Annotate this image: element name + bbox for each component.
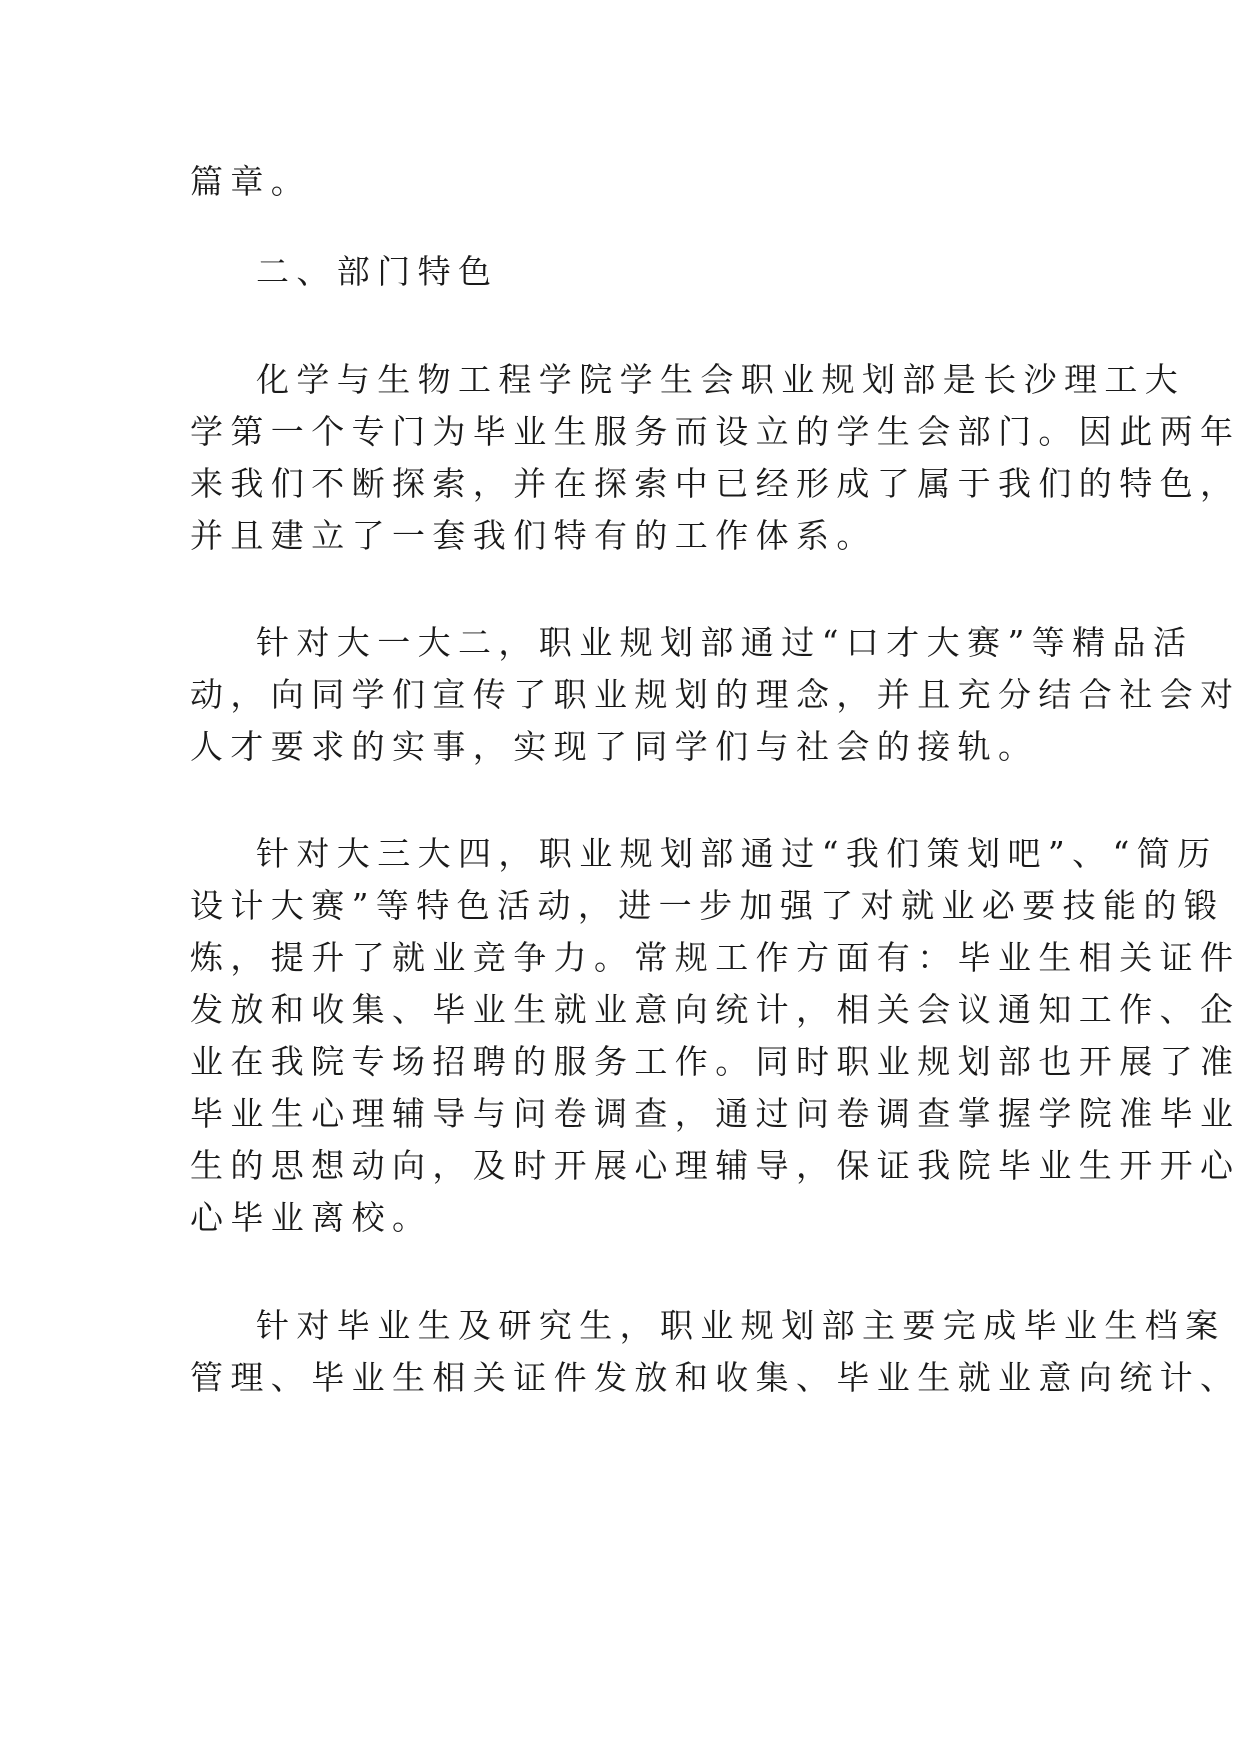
- paragraph-line: 生的思想动向，及时开展心理辅导，保证我院毕业生开开心: [190, 1146, 1241, 1185]
- paragraph-line: 并且建立了一套我们特有的工作体系。: [190, 516, 877, 555]
- section-heading: 二、部门特色: [256, 252, 499, 291]
- paragraph-line: 动，向同学们宣传了职业规划的理念，并且充分结合社会对: [190, 675, 1241, 714]
- paragraph-line: 针对毕业生及研究生，职业规划部主要完成毕业生档案: [256, 1306, 1226, 1345]
- paragraph-line: 针对大一大二，职业规划部通过“口才大赛”等精品活: [256, 623, 1194, 662]
- paragraph-line: 人才要求的实事，实现了同学们与社会的接轨。: [190, 727, 1039, 766]
- paragraph-line: 发放和收集、毕业生就业意向统计，相关会议通知工作、企: [190, 990, 1241, 1029]
- paragraph-line: 学第一个专门为毕业生服务而设立的学生会部门。因此两年: [190, 412, 1241, 451]
- paragraph-line: 业在我院专场招聘的服务工作。同时职业规划部也开展了准: [190, 1042, 1241, 1081]
- paragraph-line: 设计大赛”等特色活动，进一步加强了对就业必要技能的锻: [190, 886, 1225, 925]
- paragraph-line: 来我们不断探索，并在探索中已经形成了属于我们的特色，: [190, 464, 1241, 503]
- paragraph-line: 心毕业离校。: [190, 1198, 433, 1237]
- paragraph-line: 化学与生物工程学院学生会职业规划部是长沙理工大: [256, 360, 1186, 399]
- paragraph-line: 炼，提升了就业竞争力。常规工作方面有：毕业生相关证件: [190, 938, 1241, 977]
- paragraph-line: 毕业生心理辅导与问卷调查，通过问卷调查掌握学院准毕业: [190, 1094, 1241, 1133]
- continuation-line: 篇章。: [190, 162, 312, 201]
- paragraph-line: 管理、毕业生相关证件发放和收集、毕业生就业意向统计、: [190, 1358, 1241, 1397]
- paragraph-line: 针对大三大四，职业规划部通过“我们策划吧”、“简历: [256, 834, 1218, 873]
